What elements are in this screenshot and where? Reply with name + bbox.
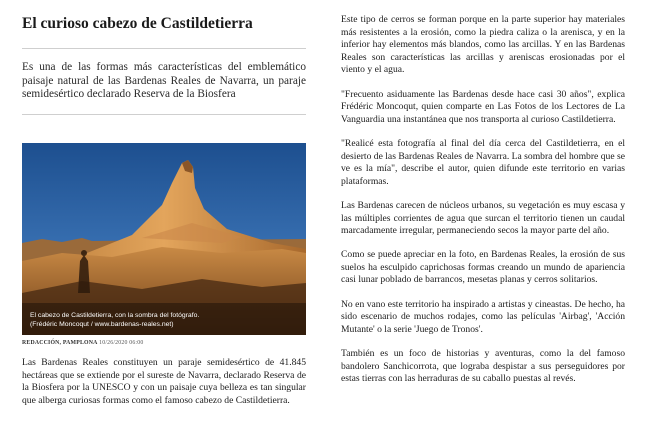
paragraph: No en vano este territorio ha inspirado a artistas y cineastas. De hecho, ha sido escenario de muchos rodajes, como las películas 'Airbag', 'Acción Mutante' o la serie 'Juego de Tronos'. [341,298,625,335]
article-body-left [22,357,306,407]
paragraph: Este tipo de cerros se forman porque en la parte superior hay materiales más resistentes a la erosión, como la piedra caliza o la arenisca, y en la inferior hay elementos más blandos, como las arcillas. Y en las Bardenas Reales son características las arcillas y areniscas erosionadas por el viento y el agua. [341,14,625,76]
castildetierra-photo [22,143,306,335]
divider [22,114,306,115]
byline [22,340,143,346]
paragraph: "Realicé esta fotografía al final del día cerca del Castildetierra, en el desierto de las Bardenas Reales de Navarra. La sombra del hombre que se ve es la mía", describe el autor, quien difunde este territorio en varias plataformas. [341,137,625,187]
paragraph: Como se puede apreciar en la foto, en Bardenas Reales, la erosión de sus suelos ha esculpido caprichosas formas creando un mundo de apariencia casi lunar poblado de barrancos, mesetas planas y cerros solitarios. [341,249,625,286]
paragraph: Las Bardenas Reales constituyen un paraje semidesértico de 41.845 hectáreas que se extiende por el sureste de Navarra, declarado Reserva de la Biosfera por la UNESCO y con un paisaje cuya belleza es tan singular que alberga curiosas formas como el famoso cabezo de Castildetierra. [22,357,306,406]
article-title: El curioso cabezo de Castildetierra [22,15,253,32]
byline-author: REDACCIÓN, PAMPLONA [22,340,98,346]
photo-caption [30,311,199,329]
photo-caption-line-1: El cabezo de Castildetierra, con la sombra del fotógrafo. [30,312,200,319]
photo-caption-line-2: (Frédéric Moncoqut / www.bardenas-reales.net) [30,321,174,328]
article-header [22,14,306,115]
article-photo[interactable] [22,143,306,335]
byline-date: 10/26/2020 06:00 [99,340,144,346]
paragraph: Las Bardenas carecen de núcleos urbanos, su vegetación es muy escasa y las múltiples corrientes de agua que surcan el territorio tienen un caudal marcadamente irregular, permaneciendo secos la mayor parte del año. [341,199,625,237]
divider [22,48,306,49]
article-body-right [341,14,625,397]
article-subtitle: Es una de las formas más características del emblemático paisaje natural de las Bardenas Reales de Navarra, un paraje semidesértico declarado Reserva de la Biosfera [22,61,306,100]
paragraph: "Frecuento asiduamente las Bardenas desde hace casi 30 años", explica Frédéric Moncoqut, quien comparte en Las Fotos de los Lectores de La Vanguardia una instantánea que nos transporta al curioso Castildetierra. [341,88,625,125]
paragraph: También es un foco de historias y aventuras, como la del famoso bandolero Sanchicorrota, que lograba despistar a sus perseguidores por estas tierras con las herraduras de su caballo puestas al revés. [341,348,625,385]
